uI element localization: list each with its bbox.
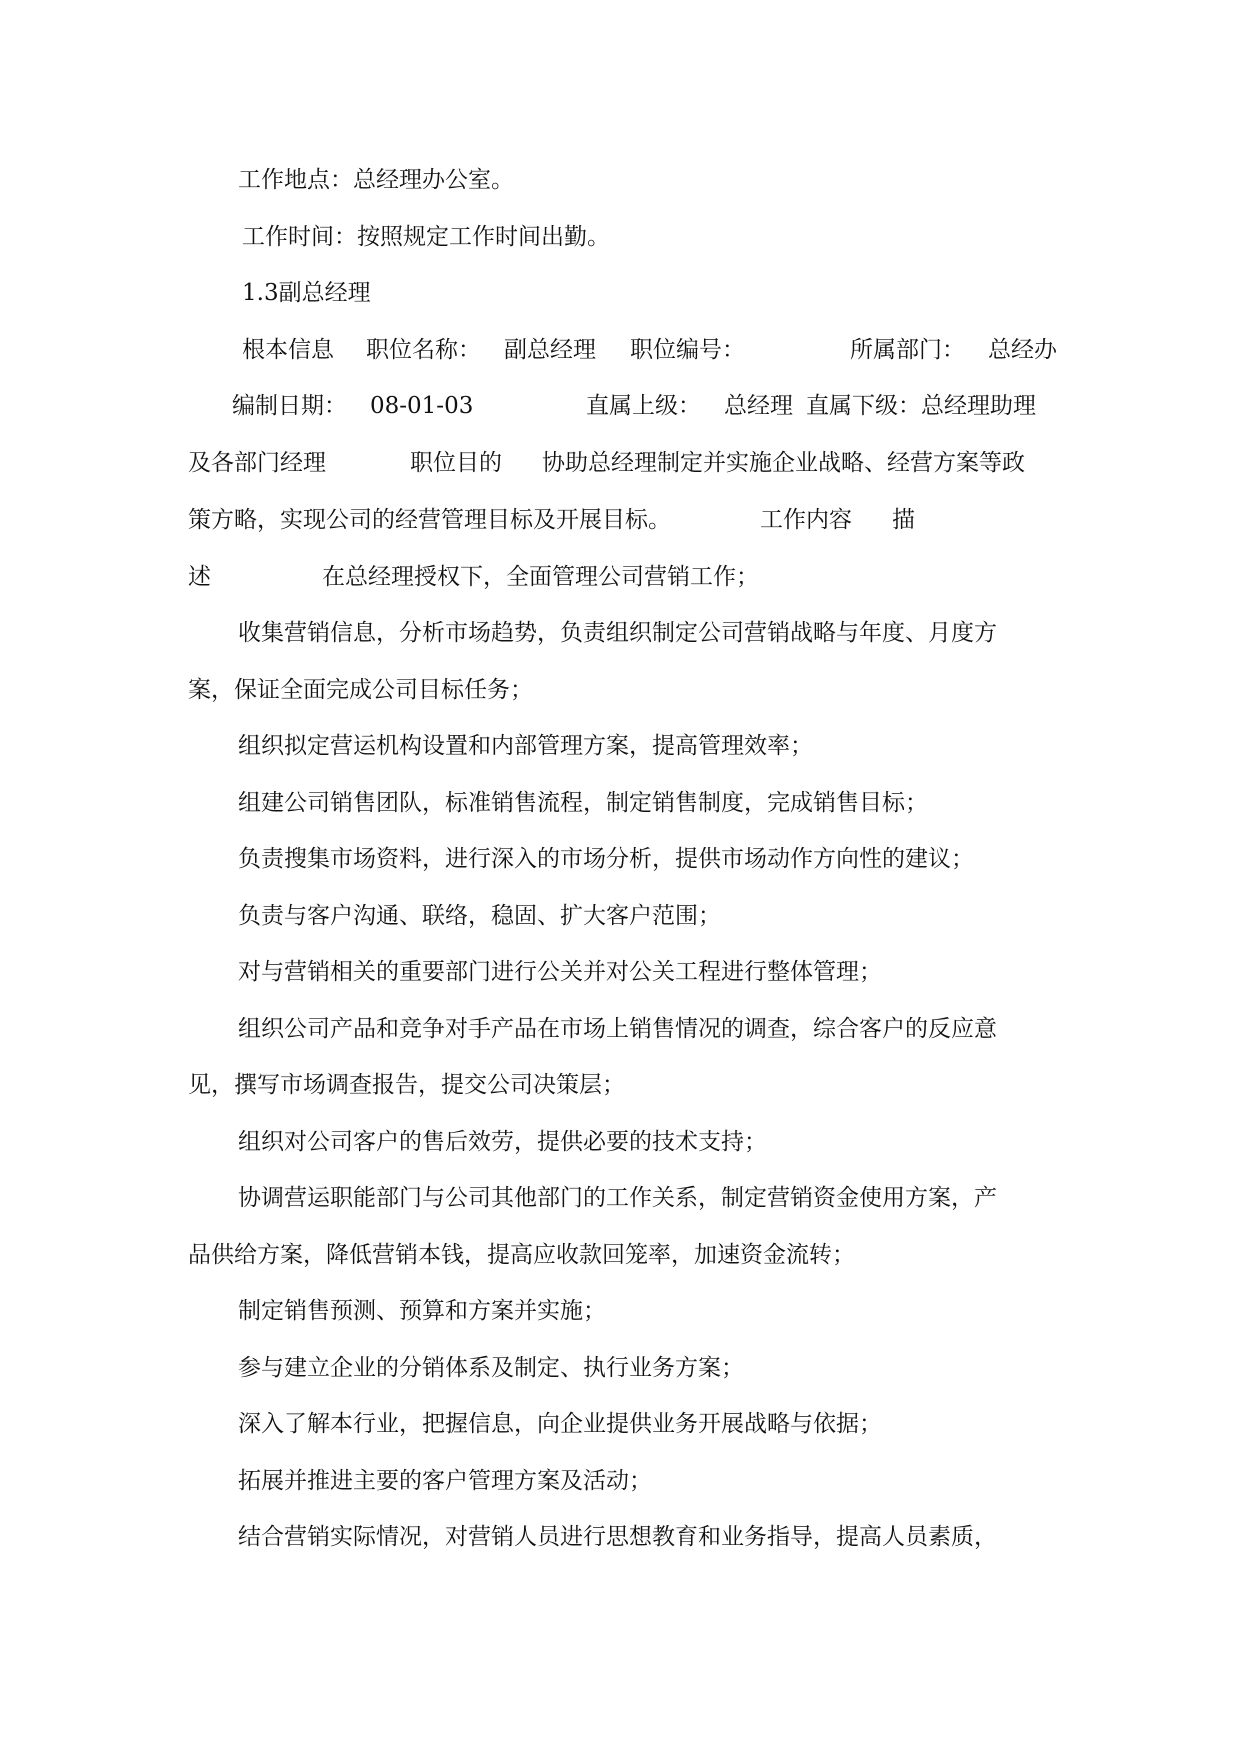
section-title: 1.3副总经理: [242, 280, 371, 306]
duty-item: 对与营销相关的重要部门进行公关并对公关工程进行整体管理；: [238, 959, 882, 985]
subordinate: 直属下级：总经理助理: [806, 393, 1036, 419]
purpose-line-2: 策方略，实现公司的经营管理目标及开展目标。: [188, 507, 671, 533]
duty-item: 案，保证全面完成公司目标任务；: [188, 677, 533, 703]
first-duty: 在总经理授权下，全面管理公司营销工作；: [322, 564, 759, 590]
label-date: 编制日期：: [232, 393, 347, 419]
department: 总经办: [988, 337, 1057, 363]
position-title: 副总经理: [504, 337, 596, 363]
duty-item: 深入了解本行业，把握信息，向企业提供业务开展战略与依据；: [238, 1411, 882, 1437]
label-work-content: 工作内容: [760, 507, 852, 533]
duty-item: 拓展并推进主要的客户管理方案及活动；: [238, 1468, 652, 1494]
duty-item: 品供给方案，降低营销本钱，提高应收款回笼率，加速资金流转；: [188, 1242, 855, 1268]
label-description-2: 述: [188, 564, 211, 590]
compile-date: 08-01-03: [370, 393, 474, 419]
label-position-title: 职位名称：: [366, 337, 481, 363]
duty-item: 参与建立企业的分销体系及制定、执行业务方案；: [238, 1355, 744, 1381]
label-purpose: 职位目的: [410, 450, 502, 476]
duty-item: 收集营销信息，分析市场趋势，负责组织制定公司营销战略与年度、月度方: [238, 620, 997, 646]
duty-item: 组织对公司客户的售后效劳，提供必要的技术支持；: [238, 1129, 767, 1155]
duty-item: 见，撰写市场调查报告，提交公司决策层；: [188, 1072, 625, 1098]
duty-item: 组织拟定营运机构设置和内部管理方案，提高管理效率；: [238, 733, 813, 759]
label-superior: 直属上级：: [586, 393, 701, 419]
duty-item: 结合营销实际情况，对营销人员进行思想教育和业务指导，提高人员素质，: [238, 1524, 997, 1550]
duty-item: 组织公司产品和竞争对手产品在市场上销售情况的调查，综合客户的反应意: [238, 1016, 997, 1042]
duty-item: 负责搜集市场资料，进行深入的市场分析，提供市场动作方向性的建议；: [238, 846, 974, 872]
duty-item: 负责与客户沟通、联络，稳固、扩大客户范围；: [238, 903, 721, 929]
work-time: 工作时间：按照规定工作时间出勤。: [242, 224, 610, 250]
label-basic-info: 根本信息: [242, 337, 334, 363]
purpose-line-1: 协助总经理制定并实施企业战略、经营方案等政: [542, 450, 1025, 476]
duty-item: 组建公司销售团队，标准销售流程，制定销售制度，完成销售目标；: [238, 790, 928, 816]
duty-item: 协调营运职能部门与公司其他部门的工作关系，制定营销资金使用方案，产: [238, 1185, 997, 1211]
duty-item: 制定销售预测、预算和方案并实施；: [238, 1298, 606, 1324]
subordinate-continued: 及各部门经理: [188, 450, 326, 476]
work-location: 工作地点：总经理办公室。: [238, 167, 514, 193]
label-position-code: 职位编号：: [630, 337, 745, 363]
superior: 总经理: [724, 393, 793, 419]
label-department: 所属部门：: [850, 337, 965, 363]
label-description-1: 描: [892, 507, 915, 533]
